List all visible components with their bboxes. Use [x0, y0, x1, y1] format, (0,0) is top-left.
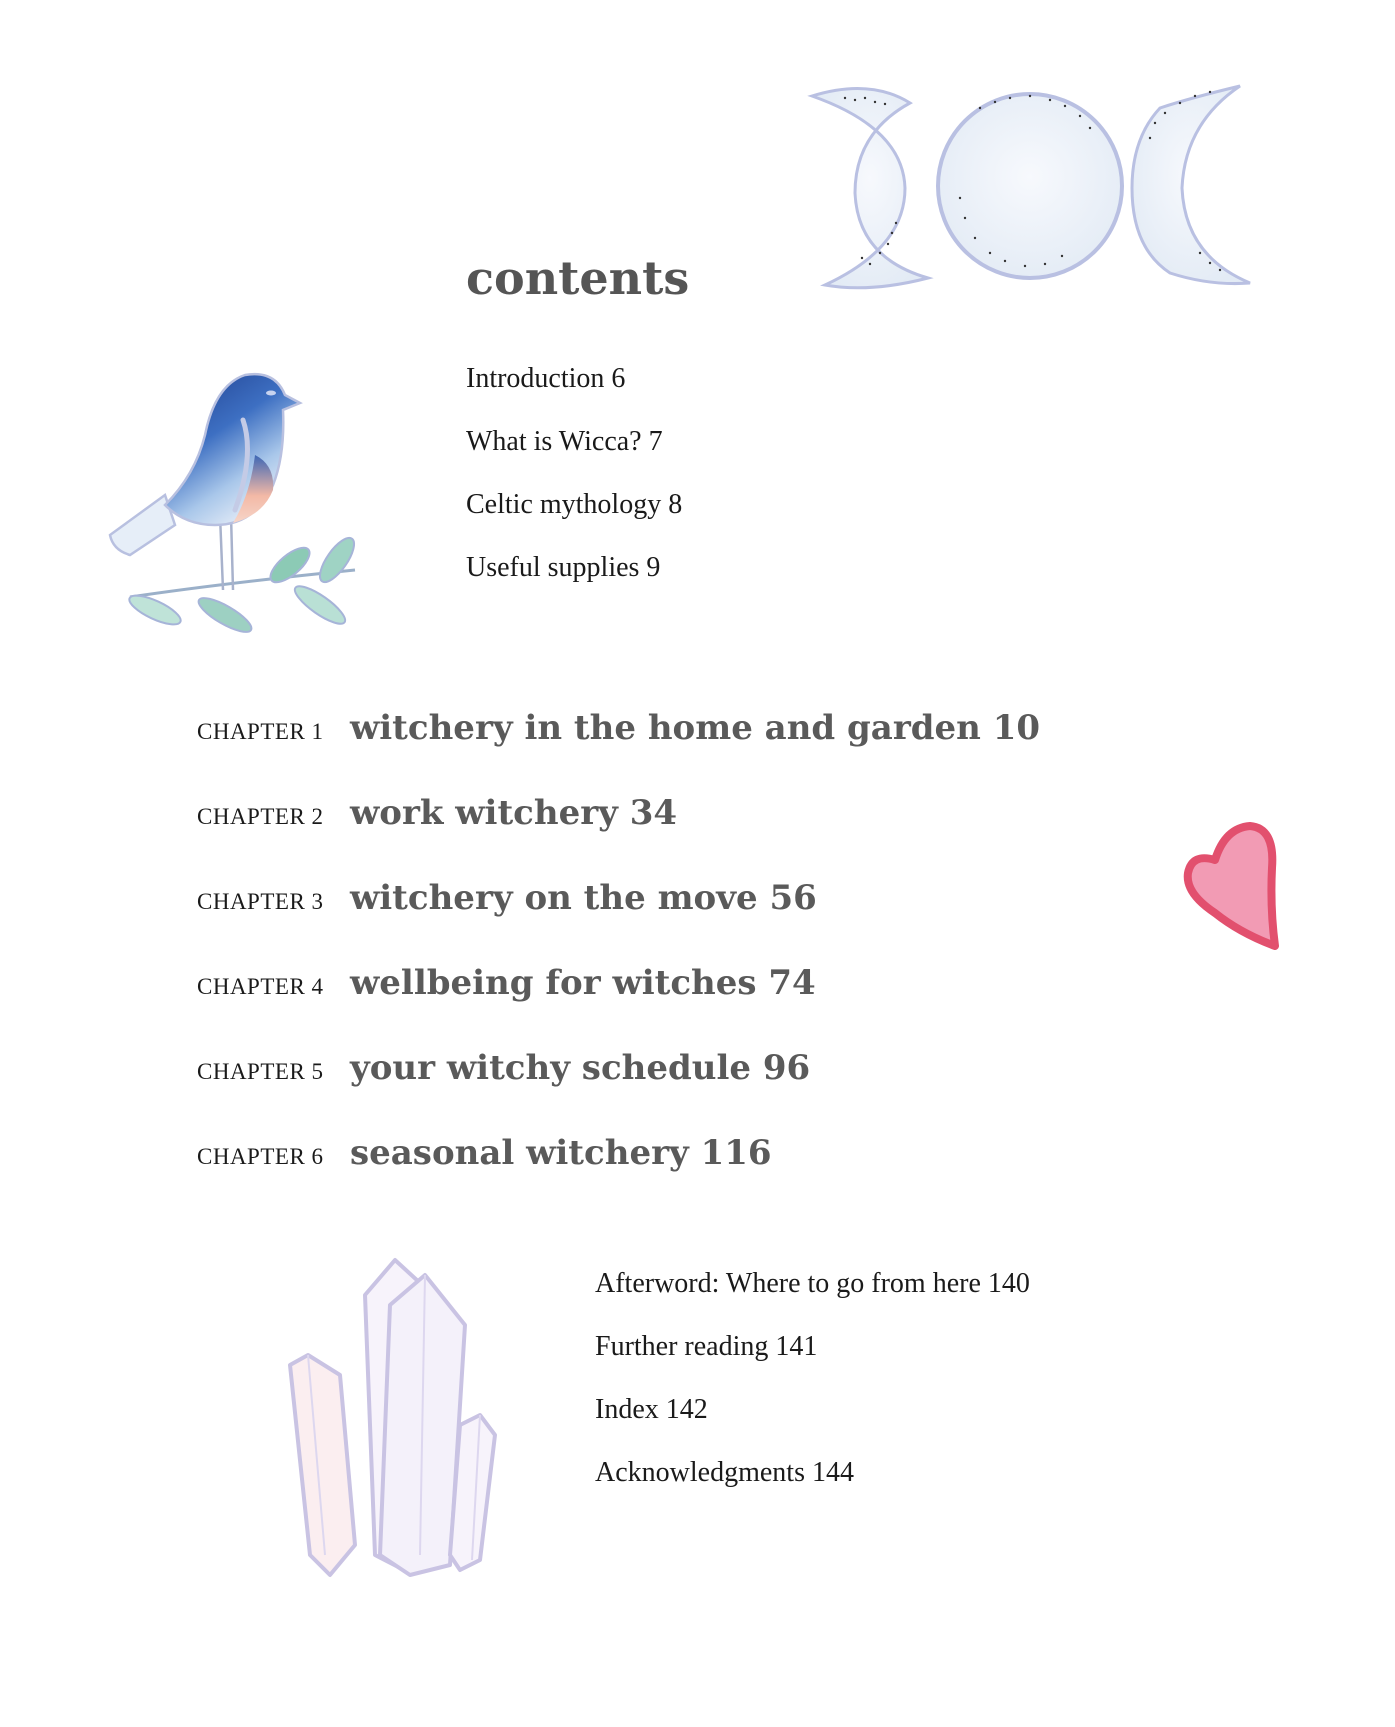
crystal-cluster-icon: [280, 1255, 520, 1585]
chapter-entry[interactable]: [197, 793, 1040, 878]
bird-on-branch-icon: [105, 365, 385, 645]
chapter-title: your witchy schedule 96: [350, 1048, 811, 1088]
toc-entry-further-reading[interactable]: Further reading 141: [595, 1331, 818, 1362]
chapter-title: work witchery 34: [350, 793, 678, 833]
heart-icon: [1180, 818, 1280, 958]
chapter-entry[interactable]: [197, 963, 1040, 1048]
chapter-title: witchery on the move 56: [350, 878, 817, 918]
chapter-label: CHAPTER 4: [197, 974, 324, 999]
page-title: contents: [466, 251, 690, 305]
chapter-label: CHAPTER 3: [197, 889, 324, 914]
toc-entry-celtic-mythology[interactable]: Celtic mythology 8: [466, 489, 683, 520]
triple-moon-icon: [800, 78, 1260, 298]
toc-entry-acknowledgments[interactable]: Acknowledgments 144: [595, 1457, 854, 1488]
toc-entry-index[interactable]: Index 142: [595, 1394, 708, 1425]
front-matter-list: [466, 365, 682, 617]
chapter-entry[interactable]: [197, 708, 1040, 793]
chapter-title: witchery in the home and garden 10: [350, 708, 1041, 748]
chapter-label: CHAPTER 2: [197, 804, 324, 829]
toc-entry-introduction[interactable]: Introduction 6: [466, 363, 626, 394]
toc-entry-what-is-wicca[interactable]: What is Wicca? 7: [466, 426, 663, 457]
chapter-label: CHAPTER 6: [197, 1144, 324, 1169]
toc-entry-useful-supplies[interactable]: Useful supplies 9: [466, 552, 661, 583]
chapter-entry[interactable]: [197, 1133, 1040, 1218]
toc-entry-afterword[interactable]: Afterword: Where to go from here 140: [595, 1268, 1030, 1299]
chapter-title: seasonal witchery 116: [350, 1133, 772, 1173]
chapter-entry[interactable]: [197, 1048, 1040, 1133]
chapter-label: CHAPTER 5: [197, 1059, 324, 1084]
chapter-label: CHAPTER 1: [197, 719, 324, 744]
chapter-title: wellbeing for witches 74: [350, 963, 816, 1003]
back-matter-list: [595, 1270, 1030, 1522]
chapter-entry[interactable]: [197, 878, 1040, 963]
chapter-list: [197, 708, 1040, 1218]
